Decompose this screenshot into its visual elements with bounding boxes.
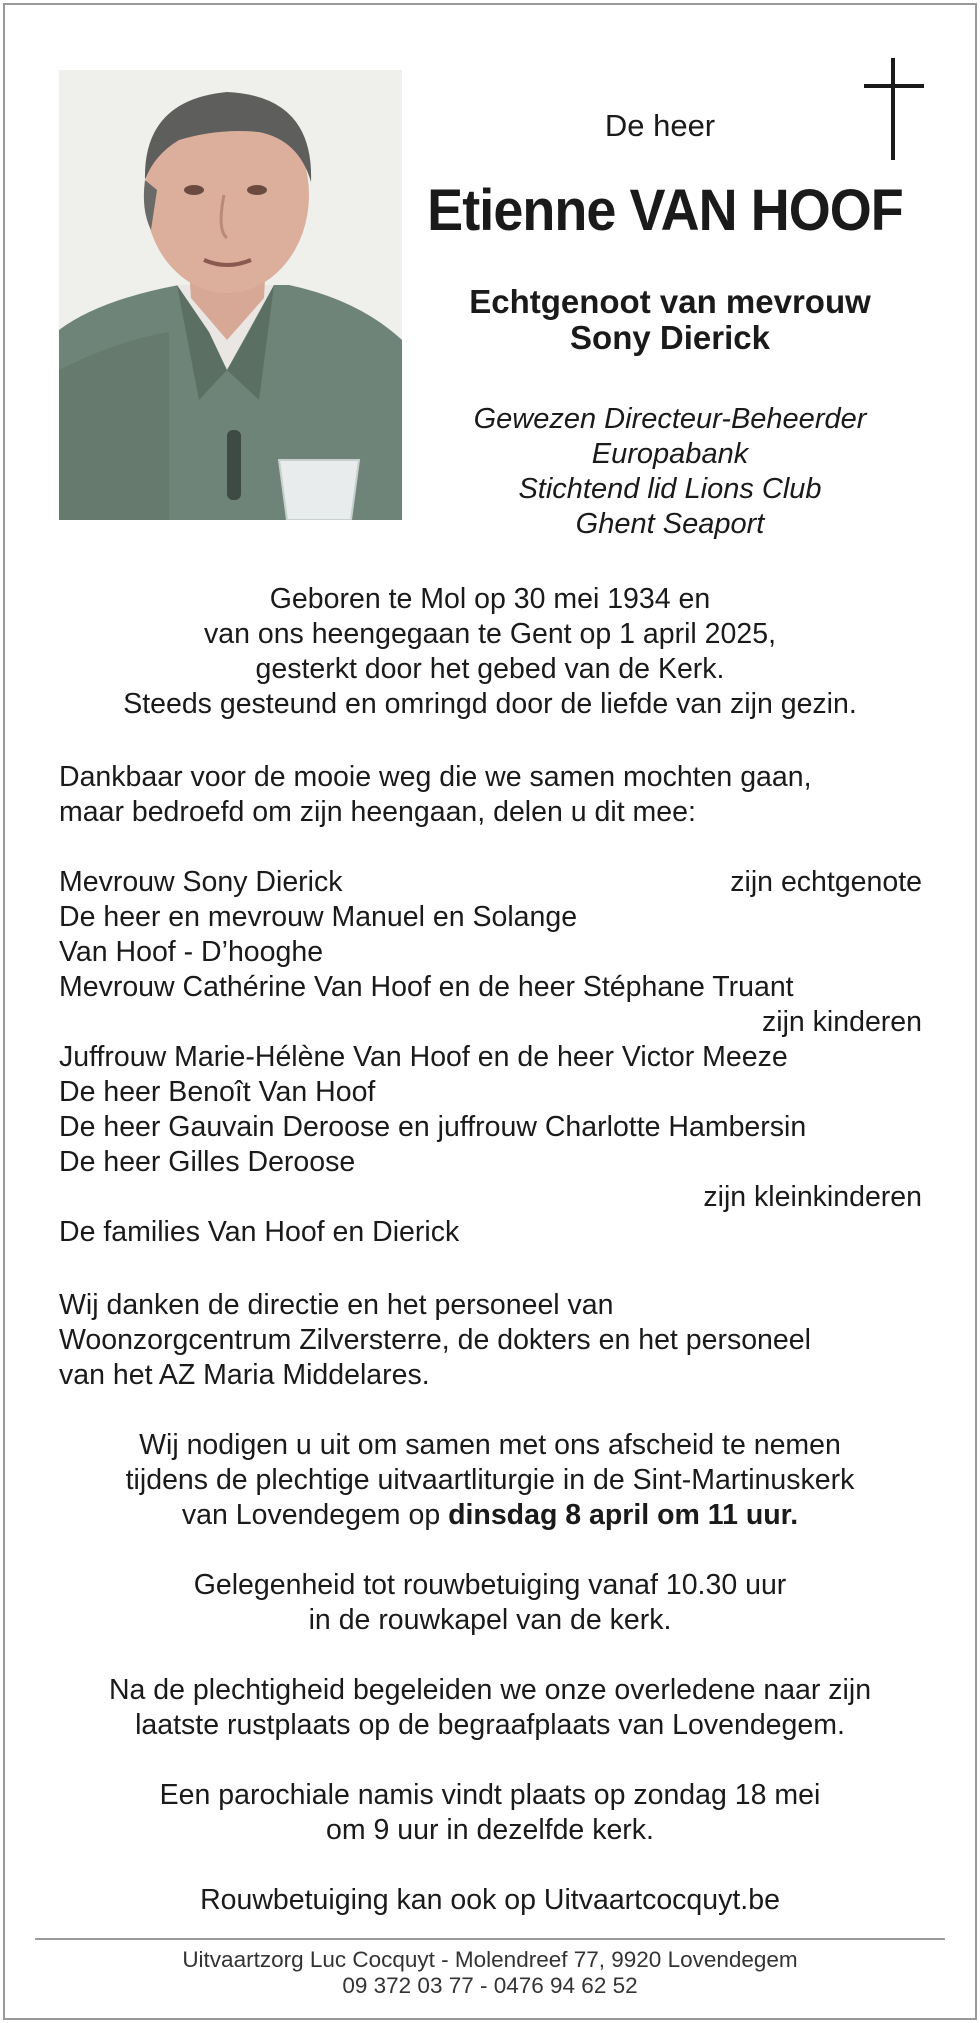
portrait-photo — [59, 70, 402, 520]
footer-divider — [35, 1938, 945, 1940]
footer-address: Uitvaartzorg Luc Cocquyt - Molendreef 77, 9920 Lovendegem — [182, 1947, 798, 1972]
funeral-date: dinsdag 8 april om 11 uur. — [448, 1499, 799, 1531]
relation-label: zijn echtgenote — [730, 866, 922, 898]
family-row — [59, 1110, 922, 1145]
deceased-name: Etienne VAN HOOF — [427, 178, 903, 243]
birth-death-block — [30, 582, 950, 722]
spouse-block — [405, 284, 935, 356]
family-member: Mevrouw Sony Dierick — [59, 866, 343, 898]
family-member: De families Van Hoof en Dierick — [59, 1216, 460, 1248]
family-member: Van Hoof - D’hooghe — [59, 936, 324, 968]
career-line: Gewezen Directeur-Beheerder — [473, 403, 867, 435]
invite-line: Wij nodigen u uit om samen met ons afscheid te nemen — [139, 1429, 841, 1461]
birth-line: van ons heengegaan te Gent op 1 april 2025, — [203, 618, 777, 650]
family-row — [59, 900, 922, 935]
family-member: Juffrouw Marie-Hélène Van Hoof en de heer Victor Meeze — [59, 1041, 788, 1073]
care-thanks-line: Woonzorgcentrum Zilversterre, de dokters en het personeel — [59, 1324, 811, 1356]
mass-block — [30, 1778, 950, 1848]
family-member: De heer Gilles Deroose — [59, 1146, 356, 1178]
family-member: De heer Gauvain Deroose en juffrouw Charlotte Hambersin — [59, 1111, 807, 1143]
mass-line: om 9 uur in dezelfde kerk. — [326, 1814, 654, 1846]
thanks-line: maar bedroefd om zijn heengaan, delen u dit mee: — [59, 796, 696, 828]
family-row — [59, 1145, 922, 1180]
care-thanks-line: van het AZ Maria Middelares. — [59, 1359, 430, 1391]
relation-label: zijn kleinkinderen — [703, 1181, 922, 1213]
birth-line: Geboren te Mol op 30 mei 1934 en — [269, 583, 711, 615]
career-line: Ghent Seaport — [575, 508, 765, 540]
burial-line: Na de plechtigheid begeleiden we onze overledene naar zijn — [108, 1674, 872, 1706]
family-row — [59, 1040, 922, 1075]
funeral-invitation — [30, 1428, 950, 1533]
visitation-line: in de rouwkapel van de kerk. — [308, 1604, 672, 1636]
visitation-line: Gelegenheid tot rouwbetuiging vanaf 10.30 uur — [193, 1569, 787, 1601]
family-row — [59, 935, 922, 970]
condolence-line: Rouwbetuiging kan ook op Uitvaartcocquyt.be — [200, 1884, 780, 1916]
burial-line: laatste rustplaats op de begraafplaats van Lovendegem. — [135, 1709, 845, 1741]
mass-line: Een parochiale namis vindt plaats op zondag 18 mei — [159, 1779, 821, 1811]
funeral-home-footer — [30, 1947, 950, 1999]
burial-block — [30, 1673, 950, 1743]
career-block — [405, 402, 935, 542]
footer-phone: 09 372 03 77 - 0476 94 62 52 — [342, 1973, 638, 1998]
family-member: De heer Benoît Van Hoof — [59, 1076, 376, 1108]
care-thanks-line: Wij danken de directie en het personeel van — [59, 1289, 614, 1321]
spouse-line-1: Echtgenoot van mevrouw — [469, 283, 871, 320]
relation-label: zijn kinderen — [761, 1006, 922, 1038]
career-line: Stichtend lid Lions Club — [518, 473, 822, 505]
invite-line — [30, 1498, 950, 1533]
honorific: De heer — [604, 108, 716, 143]
family-row-spouse — [59, 865, 922, 900]
family-row — [59, 1075, 922, 1110]
invite-line: tijdens de plechtige uitvaartliturgie in de Sint-Martinuskerk — [125, 1464, 855, 1496]
birth-line: gesterkt door het gebed van de Kerk. — [255, 653, 725, 685]
family-member: De heer en mevrouw Manuel en Solange — [59, 901, 578, 933]
invite-place: van Lovendegem op — [181, 1499, 449, 1531]
thanks-line: Dankbaar voor de mooie weg die we samen mochten gaan, — [59, 761, 812, 793]
care-thanks-block — [59, 1288, 811, 1393]
family-member: Mevrouw Cathérine Van Hoof en de heer Stéphane Truant — [59, 971, 794, 1003]
birth-line: Steeds gesteund en omringd door de liefde van zijn gezin. — [123, 688, 857, 720]
thanks-intro — [59, 760, 812, 830]
family-row — [59, 970, 922, 1005]
career-line: Europabank — [591, 438, 749, 470]
spouse-line-2: Sony Dierick — [570, 319, 770, 356]
visitation-block — [30, 1568, 950, 1638]
family-row — [59, 1215, 922, 1250]
